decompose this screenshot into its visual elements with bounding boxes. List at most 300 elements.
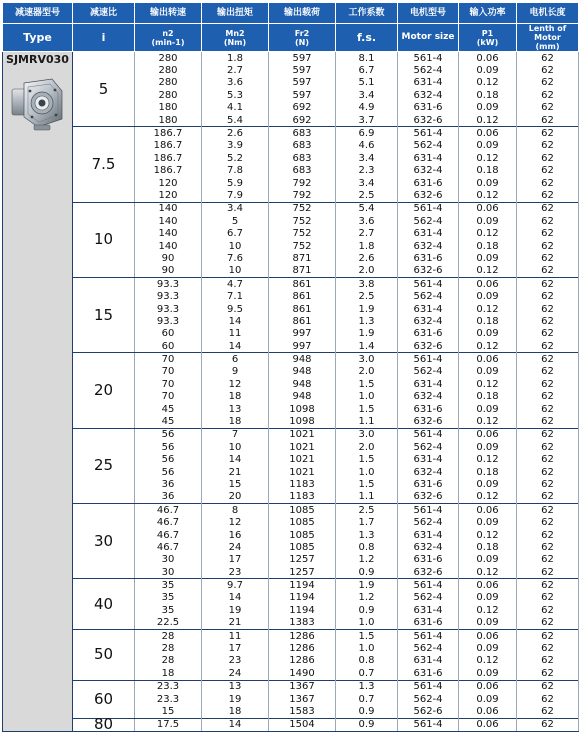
service-factor-cell: 2.6 <box>336 252 398 264</box>
torque-cell: 13 <box>202 403 269 415</box>
torque-cell: 7.8 <box>202 165 269 177</box>
speed-cell: 56 <box>135 454 202 466</box>
load-cell: 752 <box>269 215 336 227</box>
header-torque <box>202 24 269 52</box>
power-cell: 0.09 <box>459 403 517 415</box>
torque-cell: 7.6 <box>202 252 269 264</box>
spec-table-body <box>3 52 579 732</box>
speed-cell: 45 <box>135 415 202 428</box>
torque-cell: 9.7 <box>202 579 269 592</box>
service-factor-cell: 2.7 <box>336 227 398 239</box>
load-cell: 948 <box>269 353 336 366</box>
table-row <box>3 428 579 441</box>
motor-length-cell: 62 <box>517 340 579 353</box>
speed-cell: 35 <box>135 592 202 604</box>
load-cell: 1367 <box>269 693 336 705</box>
speed-cell: 70 <box>135 366 202 378</box>
motor-size-cell: 631-4 <box>398 152 459 164</box>
header-cn-load: 输出载荷 <box>269 3 336 24</box>
load-cell: 692 <box>269 102 336 114</box>
header-power <box>459 24 517 52</box>
power-cell: 0.06 <box>459 127 517 140</box>
speed-cell: 60 <box>135 340 202 353</box>
motor-size-cell: 562-4 <box>398 290 459 302</box>
motor-length-cell: 62 <box>517 366 579 378</box>
load-cell: 692 <box>269 114 336 127</box>
motor-size-cell: 632-4 <box>398 391 459 403</box>
header-row-chinese <box>3 3 579 24</box>
motor-size-cell: 561-4 <box>398 629 459 642</box>
service-factor-cell: 1.5 <box>336 454 398 466</box>
motor-length-cell: 62 <box>517 655 579 667</box>
torque-cell: 18 <box>202 705 269 718</box>
motor-size-cell: 561-4 <box>398 579 459 592</box>
speed-cell: 46.7 <box>135 541 202 553</box>
ratio-cell: 10 <box>73 202 135 277</box>
service-factor-cell: 0.9 <box>336 566 398 579</box>
motor-size-cell: 632-4 <box>398 315 459 327</box>
torque-cell: 11 <box>202 629 269 642</box>
torque-cell: 10 <box>202 441 269 453</box>
header-ratio-label: i <box>101 31 106 44</box>
motor-length-cell: 62 <box>517 454 579 466</box>
power-cell: 0.09 <box>459 617 517 630</box>
motor-size-cell: 632-4 <box>398 240 459 252</box>
power-cell: 0.06 <box>459 504 517 517</box>
motor-size-cell: 632-6 <box>398 114 459 127</box>
header-load-unit: (N) <box>294 37 309 47</box>
torque-cell: 3.6 <box>202 77 269 89</box>
motor-size-cell: 631-4 <box>398 529 459 541</box>
motor-size-cell: 562-4 <box>398 693 459 705</box>
motor-length-cell: 62 <box>517 227 579 239</box>
service-factor-cell: 2.5 <box>336 290 398 302</box>
speed-cell: 28 <box>135 629 202 642</box>
power-cell: 0.12 <box>459 77 517 89</box>
motor-size-cell: 631-4 <box>398 655 459 667</box>
table-row <box>3 579 579 592</box>
motor-size-cell: 632-4 <box>398 541 459 553</box>
service-factor-cell: 3.4 <box>336 177 398 189</box>
motor-length-cell: 62 <box>517 617 579 630</box>
motor-length-cell: 62 <box>517 77 579 89</box>
torque-cell: 21 <box>202 617 269 630</box>
service-factor-cell: 1.5 <box>336 403 398 415</box>
motor-size-cell: 562-4 <box>398 140 459 152</box>
speed-cell: 46.7 <box>135 504 202 517</box>
motor-length-cell: 62 <box>517 554 579 566</box>
power-cell: 0.06 <box>459 52 517 65</box>
load-cell: 948 <box>269 391 336 403</box>
motor-length-cell: 62 <box>517 353 579 366</box>
speed-cell: 140 <box>135 227 202 239</box>
motor-length-cell: 62 <box>517 290 579 302</box>
service-factor-cell: 3.6 <box>336 215 398 227</box>
motor-length-cell: 62 <box>517 265 579 278</box>
power-cell: 0.06 <box>459 428 517 441</box>
service-factor-cell: 1.0 <box>336 391 398 403</box>
load-cell: 1194 <box>269 592 336 604</box>
load-cell: 871 <box>269 252 336 264</box>
torque-cell: 15 <box>202 478 269 490</box>
header-power-unit: (kW) <box>476 37 499 47</box>
service-factor-cell: 2.5 <box>336 504 398 517</box>
power-cell: 0.09 <box>459 592 517 604</box>
power-cell: 0.12 <box>459 265 517 278</box>
speed-cell: 186.7 <box>135 152 202 164</box>
power-cell: 0.12 <box>459 604 517 616</box>
speed-cell: 186.7 <box>135 140 202 152</box>
service-factor-cell: 1.1 <box>336 491 398 504</box>
service-factor-cell: 3.0 <box>336 428 398 441</box>
torque-cell: 5.2 <box>202 152 269 164</box>
motor-size-cell: 561-4 <box>398 504 459 517</box>
speed-cell: 46.7 <box>135 529 202 541</box>
service-factor-cell: 2.0 <box>336 441 398 453</box>
load-cell: 997 <box>269 340 336 353</box>
service-factor-cell: 3.4 <box>336 89 398 101</box>
table-row <box>3 680 579 693</box>
ratio-cell: 40 <box>73 579 135 630</box>
motor-size-cell: 631-4 <box>398 378 459 390</box>
motor-length-cell: 62 <box>517 541 579 553</box>
motor-size-cell: 631-4 <box>398 227 459 239</box>
load-cell: 683 <box>269 140 336 152</box>
header-cn-service-factor: 工作系数 <box>336 3 398 24</box>
speed-cell: 35 <box>135 604 202 616</box>
service-factor-cell: 1.0 <box>336 642 398 654</box>
load-cell: 1583 <box>269 705 336 718</box>
power-cell: 0.06 <box>459 202 517 215</box>
power-cell: 0.18 <box>459 165 517 177</box>
motor-length-cell: 62 <box>517 64 579 76</box>
power-cell: 0.18 <box>459 541 517 553</box>
power-cell: 0.09 <box>459 693 517 705</box>
load-cell: 1286 <box>269 655 336 667</box>
load-cell: 752 <box>269 240 336 252</box>
torque-cell: 6.7 <box>202 227 269 239</box>
speed-cell: 15 <box>135 705 202 718</box>
motor-size-cell: 632-4 <box>398 466 459 478</box>
load-cell: 861 <box>269 290 336 302</box>
header-cn-speed: 输出转速 <box>135 3 202 24</box>
service-factor-cell: 8.1 <box>336 52 398 65</box>
torque-cell: 23 <box>202 566 269 579</box>
motor-length-cell: 62 <box>517 529 579 541</box>
torque-cell: 8 <box>202 504 269 517</box>
power-cell: 0.18 <box>459 391 517 403</box>
header-speed <box>135 24 202 52</box>
torque-cell: 7.9 <box>202 189 269 202</box>
power-cell: 0.06 <box>459 718 517 731</box>
power-cell: 0.12 <box>459 529 517 541</box>
motor-length-cell: 62 <box>517 140 579 152</box>
motor-size-cell: 631-6 <box>398 617 459 630</box>
power-cell: 0.09 <box>459 140 517 152</box>
motor-length-cell: 62 <box>517 240 579 252</box>
motor-length-cell: 62 <box>517 428 579 441</box>
motor-size-cell: 561-4 <box>398 680 459 693</box>
motor-length-cell: 62 <box>517 693 579 705</box>
torque-cell: 14 <box>202 718 269 731</box>
load-cell: 1286 <box>269 629 336 642</box>
power-cell: 0.12 <box>459 655 517 667</box>
motor-length-cell: 62 <box>517 102 579 114</box>
header-cn-torque: 输出扭矩 <box>202 3 269 24</box>
torque-cell: 3.9 <box>202 140 269 152</box>
service-factor-cell: 1.5 <box>336 629 398 642</box>
speed-cell: 36 <box>135 478 202 490</box>
motor-length-cell: 62 <box>517 516 579 528</box>
service-factor-cell: 6.9 <box>336 127 398 140</box>
motor-size-cell: 631-6 <box>398 102 459 114</box>
speed-cell: 45 <box>135 403 202 415</box>
load-cell: 752 <box>269 227 336 239</box>
torque-cell: 4.7 <box>202 278 269 291</box>
power-cell: 0.09 <box>459 290 517 302</box>
torque-cell: 1.8 <box>202 52 269 65</box>
motor-length-cell: 62 <box>517 642 579 654</box>
torque-cell: 18 <box>202 391 269 403</box>
motor-length-cell: 62 <box>517 504 579 517</box>
power-cell: 0.09 <box>459 478 517 490</box>
service-factor-cell: 1.0 <box>336 617 398 630</box>
motor-length-cell: 62 <box>517 278 579 291</box>
service-factor-cell: 3.8 <box>336 278 398 291</box>
motor-length-cell: 62 <box>517 202 579 215</box>
header-load-label: Fr2 <box>294 28 310 38</box>
motor-length-cell: 62 <box>517 592 579 604</box>
load-cell: 1085 <box>269 541 336 553</box>
speed-cell: 280 <box>135 52 202 65</box>
speed-cell: 140 <box>135 202 202 215</box>
header-cn-motor-length: 电机长度 <box>517 3 579 24</box>
motor-length-cell: 62 <box>517 315 579 327</box>
gearbox-image <box>8 73 68 135</box>
service-factor-cell: 1.3 <box>336 529 398 541</box>
speed-cell: 35 <box>135 579 202 592</box>
motor-size-cell: 561-4 <box>398 353 459 366</box>
power-cell: 0.12 <box>459 340 517 353</box>
header-motor-size-label: Motor size <box>401 32 455 42</box>
load-cell: 792 <box>269 189 336 202</box>
motor-length-cell: 62 <box>517 391 579 403</box>
table-row <box>3 202 579 215</box>
header-service-factor <box>336 24 398 52</box>
torque-cell: 14 <box>202 315 269 327</box>
speed-cell: 186.7 <box>135 165 202 177</box>
motor-length-cell: 62 <box>517 415 579 428</box>
torque-cell: 10 <box>202 265 269 278</box>
motor-length-cell: 62 <box>517 378 579 390</box>
header-ratio <box>73 24 135 52</box>
motor-size-cell: 632-6 <box>398 340 459 353</box>
ratio-cell: 50 <box>73 629 135 680</box>
speed-cell: 70 <box>135 378 202 390</box>
table-row <box>3 278 579 291</box>
torque-cell: 5.9 <box>202 177 269 189</box>
torque-cell: 21 <box>202 466 269 478</box>
torque-cell: 6 <box>202 353 269 366</box>
power-cell: 0.12 <box>459 491 517 504</box>
speed-cell: 93.3 <box>135 290 202 302</box>
speed-cell: 140 <box>135 240 202 252</box>
motor-length-cell: 62 <box>517 165 579 177</box>
speed-cell: 30 <box>135 554 202 566</box>
motor-length-cell: 62 <box>517 127 579 140</box>
motor-size-cell: 631-4 <box>398 77 459 89</box>
speed-cell: 93.3 <box>135 303 202 315</box>
header-cn-power: 输入功率 <box>459 3 517 24</box>
table-row <box>3 127 579 140</box>
power-cell: 0.12 <box>459 114 517 127</box>
load-cell: 1490 <box>269 667 336 680</box>
motor-length-cell: 62 <box>517 441 579 453</box>
power-cell: 0.06 <box>459 278 517 291</box>
motor-size-cell: 632-6 <box>398 265 459 278</box>
load-cell: 792 <box>269 177 336 189</box>
service-factor-cell: 5.4 <box>336 202 398 215</box>
torque-cell: 12 <box>202 516 269 528</box>
torque-cell: 9 <box>202 366 269 378</box>
speed-cell: 22.5 <box>135 617 202 630</box>
power-cell: 0.12 <box>459 454 517 466</box>
motor-length-cell: 62 <box>517 491 579 504</box>
load-cell: 948 <box>269 378 336 390</box>
power-cell: 0.06 <box>459 629 517 642</box>
motor-length-cell: 62 <box>517 89 579 101</box>
speed-cell: 60 <box>135 328 202 340</box>
header-torque-label: Mn2 <box>225 28 245 38</box>
service-factor-cell: 4.6 <box>336 140 398 152</box>
torque-cell: 13 <box>202 680 269 693</box>
power-cell: 0.09 <box>459 102 517 114</box>
power-cell: 0.09 <box>459 366 517 378</box>
speed-cell: 70 <box>135 391 202 403</box>
torque-cell: 5.3 <box>202 89 269 101</box>
torque-cell: 17 <box>202 554 269 566</box>
ratio-cell: 20 <box>73 353 135 428</box>
service-factor-cell: 2.5 <box>336 189 398 202</box>
load-cell: 1504 <box>269 718 336 731</box>
motor-size-cell: 631-4 <box>398 454 459 466</box>
torque-cell: 12 <box>202 378 269 390</box>
power-cell: 0.12 <box>459 378 517 390</box>
table-row <box>3 718 579 731</box>
motor-size-cell: 561-4 <box>398 202 459 215</box>
motor-length-cell: 62 <box>517 303 579 315</box>
service-factor-cell: 0.9 <box>336 705 398 718</box>
load-cell: 1183 <box>269 478 336 490</box>
type-cell <box>3 52 73 732</box>
torque-cell: 2.7 <box>202 64 269 76</box>
ratio-cell: 60 <box>73 680 135 718</box>
power-cell: 0.09 <box>459 667 517 680</box>
speed-cell: 180 <box>135 102 202 114</box>
motor-size-cell: 561-4 <box>398 127 459 140</box>
speed-cell: 90 <box>135 252 202 264</box>
motor-length-cell: 62 <box>517 52 579 65</box>
motor-size-cell: 631-6 <box>398 252 459 264</box>
motor-size-cell: 562-6 <box>398 705 459 718</box>
power-cell: 0.09 <box>459 554 517 566</box>
power-cell: 0.09 <box>459 328 517 340</box>
motor-size-cell: 561-4 <box>398 428 459 441</box>
motor-size-cell: 632-6 <box>398 415 459 428</box>
torque-cell: 3.4 <box>202 202 269 215</box>
load-cell: 683 <box>269 152 336 164</box>
speed-cell: 180 <box>135 114 202 127</box>
speed-cell: 120 <box>135 177 202 189</box>
motor-length-cell: 62 <box>517 114 579 127</box>
header-load <box>269 24 336 52</box>
service-factor-cell: 1.8 <box>336 240 398 252</box>
load-cell: 1183 <box>269 491 336 504</box>
speed-cell: 280 <box>135 89 202 101</box>
header-cn-motor-size: 电机型号 <box>398 3 459 24</box>
power-cell: 0.06 <box>459 705 517 718</box>
motor-size-cell: 632-4 <box>398 165 459 177</box>
load-cell: 752 <box>269 202 336 215</box>
power-cell: 0.09 <box>459 441 517 453</box>
speed-cell: 56 <box>135 441 202 453</box>
speed-cell: 280 <box>135 77 202 89</box>
motor-size-cell: 562-4 <box>398 441 459 453</box>
service-factor-cell: 0.7 <box>336 667 398 680</box>
service-factor-cell: 0.9 <box>336 604 398 616</box>
speed-cell: 120 <box>135 189 202 202</box>
load-cell: 1383 <box>269 617 336 630</box>
header-cn-ratio: 减速比 <box>73 3 135 24</box>
service-factor-cell: 0.9 <box>336 718 398 731</box>
motor-size-cell: 562-4 <box>398 366 459 378</box>
speed-cell: 23.3 <box>135 693 202 705</box>
motor-size-cell: 631-6 <box>398 328 459 340</box>
service-factor-cell: 1.3 <box>336 680 398 693</box>
header-motor-length-label: Lenth of Motor <box>528 24 567 42</box>
motor-length-cell: 62 <box>517 466 579 478</box>
torque-cell: 10 <box>202 240 269 252</box>
service-factor-cell: 0.8 <box>336 541 398 553</box>
header-motor-size <box>398 24 459 52</box>
torque-cell: 19 <box>202 693 269 705</box>
speed-cell: 93.3 <box>135 278 202 291</box>
load-cell: 1257 <box>269 554 336 566</box>
load-cell: 1286 <box>269 642 336 654</box>
load-cell: 871 <box>269 265 336 278</box>
load-cell: 948 <box>269 366 336 378</box>
motor-length-cell: 62 <box>517 177 579 189</box>
header-speed-label: n2 <box>162 28 174 38</box>
motor-length-cell: 62 <box>517 718 579 731</box>
spec-table <box>2 2 579 732</box>
ratio-cell: 25 <box>73 428 135 503</box>
table-row <box>3 504 579 517</box>
power-cell: 0.09 <box>459 177 517 189</box>
motor-size-cell: 631-6 <box>398 478 459 490</box>
motor-length-cell: 62 <box>517 403 579 415</box>
service-factor-cell: 1.9 <box>336 328 398 340</box>
service-factor-cell: 1.9 <box>336 579 398 592</box>
motor-size-cell: 561-4 <box>398 718 459 731</box>
motor-size-cell: 631-4 <box>398 303 459 315</box>
service-factor-cell: 1.0 <box>336 466 398 478</box>
header-type-label: Type <box>23 31 52 44</box>
load-cell: 861 <box>269 303 336 315</box>
motor-length-cell: 62 <box>517 629 579 642</box>
torque-cell: 11 <box>202 328 269 340</box>
header-torque-unit: (Nm) <box>223 37 247 47</box>
